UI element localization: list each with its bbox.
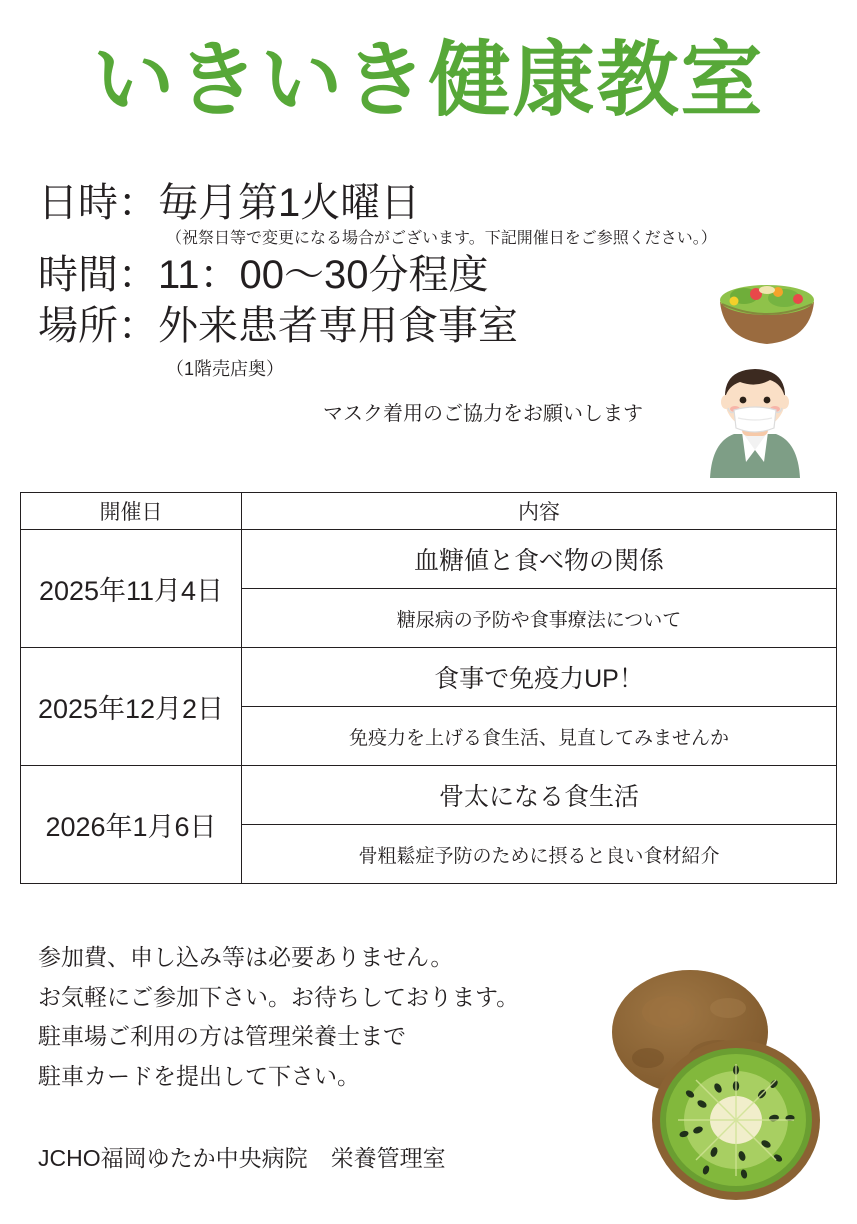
row-title: 食事で免疫力UP！ <box>242 648 837 707</box>
salad-bowl-icon <box>712 268 822 348</box>
row-subtitle: 免疫力を上げる食生活、見直してみませんか <box>242 707 837 766</box>
row-subtitle: 糖尿病の予防や食事療法について <box>242 589 837 648</box>
row-subtitle: 骨粗鬆症予防のために摂ると良い食材紹介 <box>242 825 837 884</box>
row-title: 血糖値と食べ物の関係 <box>242 530 837 589</box>
place-line: 場所：外来患者専用食事室 <box>38 304 518 349</box>
table-row <box>21 766 837 825</box>
footer-line: お気軽にご参加下さい。お待ちしております。 <box>38 983 520 1010</box>
page-title: いきいき健康教室 <box>92 35 765 126</box>
footer-line: 駐車カードを提出して下さい。 <box>38 1062 360 1089</box>
place-note: （1階売店奥） <box>166 358 285 379</box>
row-date: 2026年1月6日 <box>21 766 242 884</box>
row-date: 2025年11月4日 <box>21 530 242 648</box>
schedule-table <box>20 492 837 884</box>
table-header-row <box>21 493 837 530</box>
organization-name: JCHO福岡ゆたか中央病院 栄養管理室 <box>38 1145 446 1171</box>
row-date: 2025年12月2日 <box>21 648 242 766</box>
table-row <box>21 648 837 707</box>
date-note: （祝祭日等で変更になる場合がございます。下記開催日をご参照ください。） <box>166 230 717 248</box>
date-line: 日時：毎月第1火曜日 <box>38 181 421 225</box>
footer-line: 参加費、申し込み等は必要ありません。 <box>38 944 454 970</box>
row-title: 骨太になる食生活 <box>242 766 837 825</box>
footer-line: 駐車場ご利用の方は管理栄養士まで <box>38 1023 406 1050</box>
column-header-content: 内容 <box>242 493 837 530</box>
time-line: 時間：11：00〜30分程度 <box>38 253 489 298</box>
kiwi-fruit-photo <box>578 912 838 1224</box>
footer-note <box>38 938 558 1096</box>
mask-note: マスク着用のご協力をお願いします <box>323 402 643 425</box>
table-row <box>21 530 837 589</box>
person-with-mask-icon <box>690 358 820 478</box>
column-header-date: 開催日 <box>21 493 242 530</box>
